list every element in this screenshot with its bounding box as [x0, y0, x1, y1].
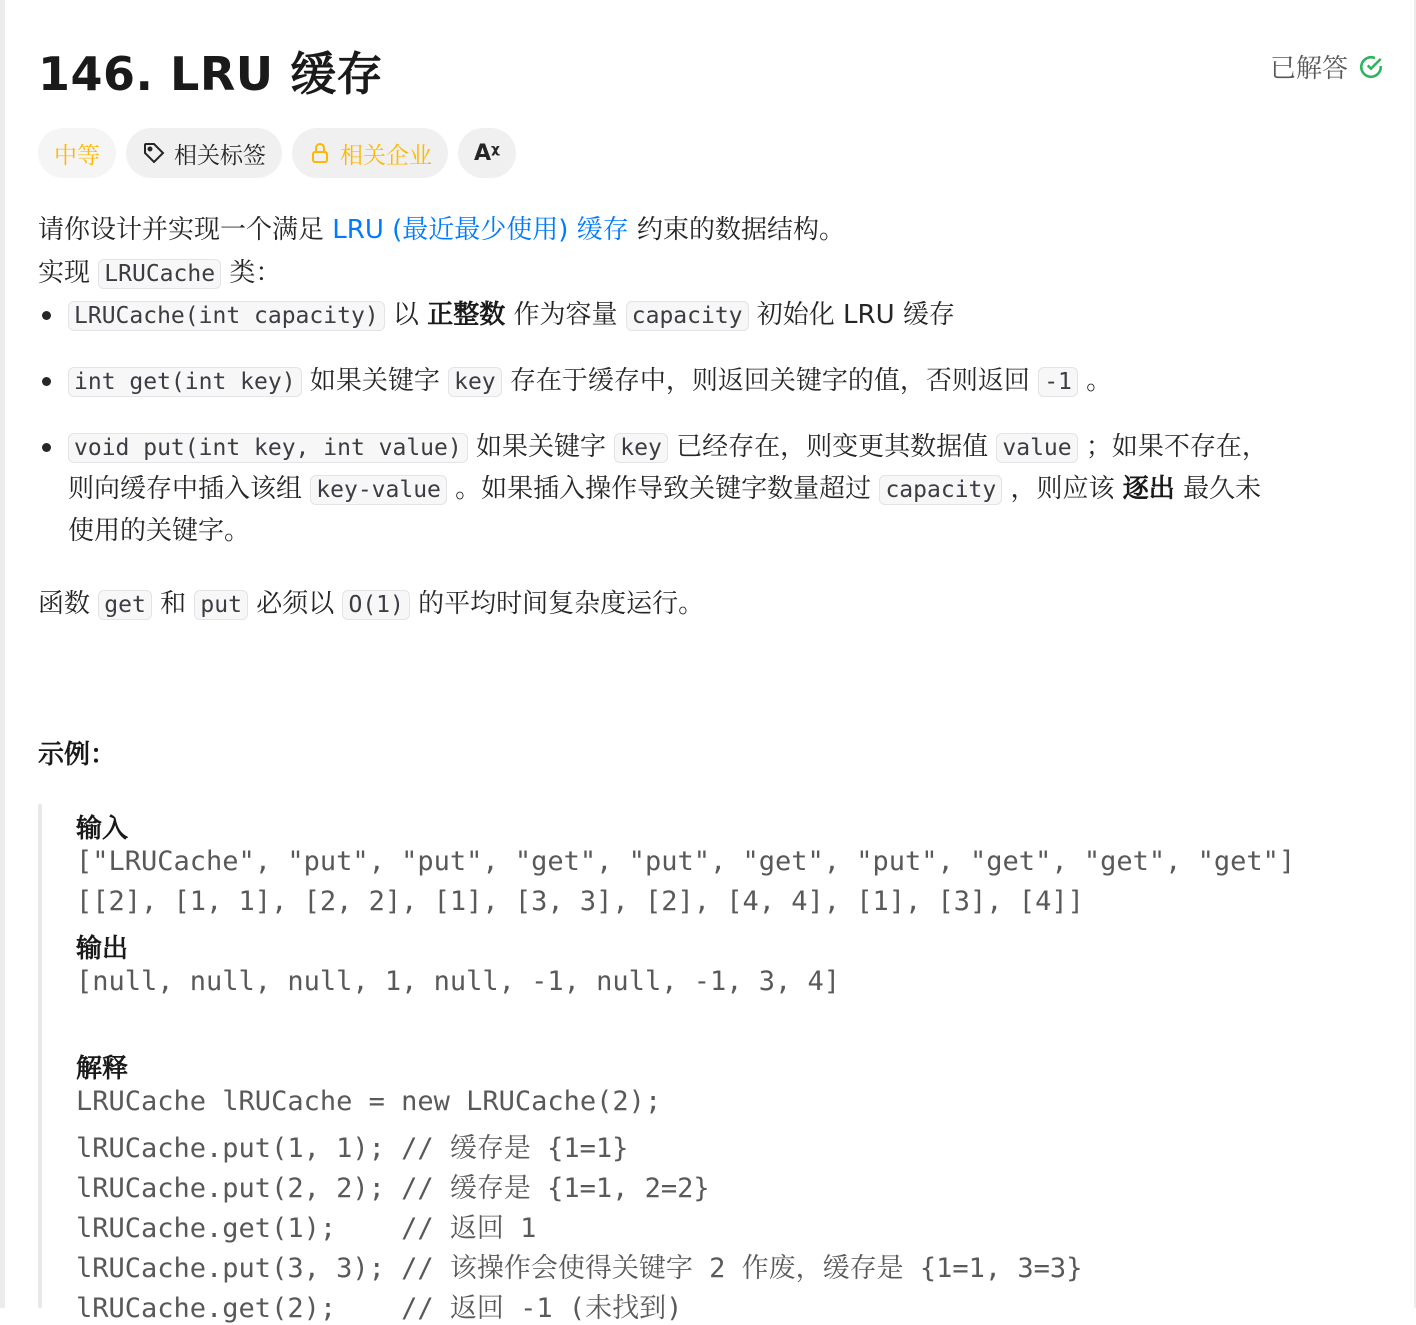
lru-cache-link[interactable]: LRU (最近最少使用) 缓存 [332, 215, 629, 245]
bullet-text: 以 [392, 300, 419, 330]
inline-code: capacity [626, 301, 749, 331]
bullet-text: 如果关键字 [309, 366, 440, 396]
description-text: 必须以 [256, 589, 335, 619]
left-border [0, 0, 5, 1308]
explain-line: LRUCache lRUCache = new LRUCache(2); [76, 1086, 662, 1117]
bullet-put-line-1 [68, 426, 1268, 469]
explain-label: 解释 [76, 1054, 129, 1084]
explain-line: lRUCache.put(2, 2); // 缓存是 {1=1, 2=2} [76, 1173, 710, 1204]
translate-button[interactable] [458, 128, 516, 178]
bullet-dot [42, 311, 51, 320]
bullet-text: 初始化 LRU 缓存 [756, 300, 955, 330]
difficulty-badge [38, 128, 116, 178]
related-tags-button[interactable] [126, 128, 282, 178]
complexity-line [38, 583, 704, 626]
bullet-dot [42, 443, 51, 452]
explain-line: lRUCache.put(1, 1); // 缓存是 {1=1} [76, 1133, 629, 1164]
bullet-text: 如果关键字 [476, 432, 607, 462]
example-block [38, 804, 1368, 1324]
output-label: 输出 [76, 934, 129, 964]
bullet-text: ；如果不存在， [1085, 432, 1268, 462]
explain-line: lRUCache.get(1); // 返回 1 [76, 1213, 537, 1244]
inline-code: LRUCache(int capacity) [68, 301, 385, 331]
related-tags-label: 相关标签 [174, 142, 266, 169]
check-circle-icon [1358, 54, 1384, 80]
inline-code: void put(int key, int value) [68, 433, 468, 463]
inline-code: int get(int key) [68, 367, 302, 397]
difficulty-label: 中等 [54, 142, 100, 169]
solved-status [1270, 48, 1384, 85]
bullet-text: 已经存在，则变更其数据值 [676, 432, 989, 462]
output-line: [null, null, null, 1, null, -1, null, -1, 3, 4] [76, 966, 841, 997]
inline-code: LRUCache [98, 259, 221, 289]
input-label: 输入 [76, 814, 129, 844]
inline-code: key [614, 433, 668, 463]
inline-code: key-value [310, 475, 447, 505]
tag-icon [142, 141, 166, 165]
description-text: 约束的数据结构。 [636, 215, 845, 245]
bullet-text: 使用的关键字。 [68, 516, 251, 546]
description-text: 函数 [38, 589, 91, 619]
description-text: 和 [160, 589, 187, 619]
bullet-text: 存在于缓存中，则返回关键字的值，否则返回 [509, 366, 1030, 396]
description-line-2 [38, 252, 281, 295]
input-line-1: ["LRUCache", "put", "put", "get", "put", "get", "put", "get", "get", "get"] [76, 846, 1296, 877]
bullet-get [68, 360, 1112, 403]
translate-icon: Aᵡ [474, 140, 500, 166]
related-companies-label: 相关企业 [340, 142, 432, 169]
inline-code: get [98, 590, 152, 620]
bullet-put-line-3 [68, 510, 250, 552]
inline-code: key [448, 367, 502, 397]
lock-icon [308, 141, 332, 165]
example-title: 示例： [38, 740, 117, 770]
bullet-text: 最久未 [1183, 474, 1262, 504]
bullet-put-line-2 [68, 468, 1261, 511]
inline-code: value [996, 433, 1077, 463]
tag-bar [38, 128, 516, 178]
inline-code: -1 [1038, 367, 1078, 397]
bullet-text: 则向缓存中插入该组 [68, 474, 303, 504]
inline-code: capacity [879, 475, 1002, 505]
solved-label: 已解答 [1269, 54, 1348, 84]
bullet-text: 。如果插入操作导致关键字数量超过 [455, 474, 872, 504]
bullet-text: 。 [1086, 366, 1113, 396]
related-companies-button[interactable] [292, 128, 448, 178]
inline-code: O(1) [342, 590, 409, 620]
description-text: 类： [229, 258, 282, 288]
bullet-text: 作为容量 [513, 300, 618, 330]
problem-description-panel [38, 0, 1398, 1324]
inline-code: put [194, 590, 248, 620]
bullet-dot [42, 377, 51, 386]
description-line-1 [38, 209, 845, 251]
problem-title[interactable]: 146. LRU 缓存 [38, 47, 384, 101]
bullet-constructor [68, 294, 955, 337]
explain-line: lRUCache.get(2); // 返回 -1 (未找到) [76, 1293, 683, 1324]
description-text: 请你设计并实现一个满足 [38, 215, 325, 245]
explain-line: lRUCache.put(3, 3); // 该操作会使得关键字 2 作废，缓存是 {1=1, 3=3} [76, 1253, 1083, 1284]
bullet-text: ，则应该 [1010, 474, 1115, 504]
description-text: 的平均时间复杂度运行。 [418, 589, 705, 619]
description-text: 实现 [38, 258, 91, 288]
bold-text: 正整数 [427, 300, 506, 330]
input-line-2: [[2], [1, 1], [2, 2], [1], [3, 3], [2], [4, 4], [1], [3], [4]] [76, 886, 1084, 917]
bold-text: 逐出 [1122, 474, 1175, 504]
